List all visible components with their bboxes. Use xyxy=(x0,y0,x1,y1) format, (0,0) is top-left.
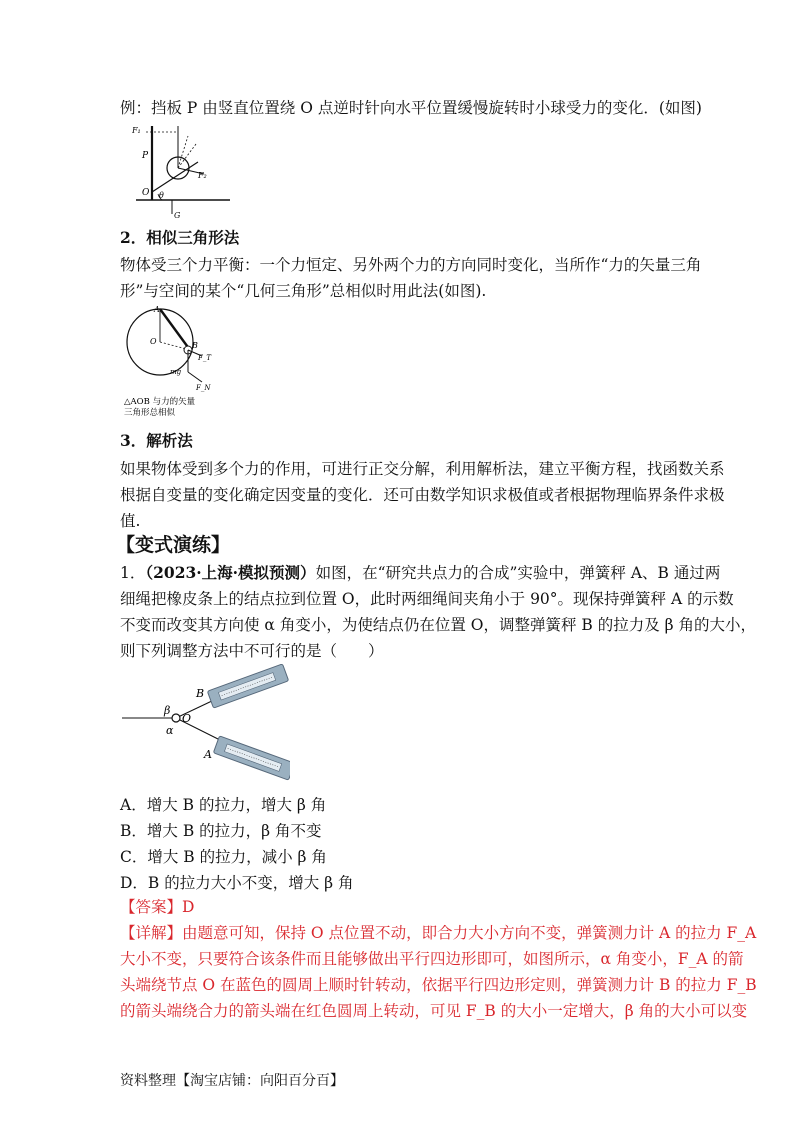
fig3-label-A: A xyxy=(204,748,212,761)
fig1-label-G: G xyxy=(174,211,181,220)
fig2-label-mg: mg xyxy=(170,368,182,376)
q1-line3: 不变而改变其方向使 α 角变小，为使结点仍在位置 O，调整弹簧秤 B 的拉力及 β 角的大小， xyxy=(120,616,757,634)
detail-line3: 头端绕节点 O 在蓝色的圆周上顺时针转动，依据平行四边形定则，弹簧测力计 B 的拉力 F_B xyxy=(120,976,757,994)
section3-heading: 3．解析法 xyxy=(120,431,193,450)
option-d[interactable]: D．B 的拉力大小不变，增大 β 角 xyxy=(120,874,354,892)
option-b[interactable]: B．增大 B 的拉力，β 角不变 xyxy=(120,822,322,840)
example-line: 例：挡板 P 由竖直位置绕 O 点逆时针向水平位置缓慢旋转时小球受力的变化．(如图) xyxy=(120,99,702,117)
fig3-label-beta: β xyxy=(164,704,171,717)
fig2-label-A: A xyxy=(154,305,160,314)
figure-spring-scales xyxy=(120,664,290,786)
section3-line2: 根据自变量的变化确定因变量的变化．还可由数学知识求极值或者根据物理临界条件求极 xyxy=(120,486,725,504)
detail-line1: 【详解】由题意可知，保持 O 点位置不动，即合力大小方向不变，弹簧测力计 A 的拉力 F_A xyxy=(120,924,757,942)
fig1-label-theta: θ xyxy=(159,191,164,200)
fig1-label-P: P xyxy=(142,151,149,161)
fig2-caption-line2: 三角形总相似 xyxy=(124,408,176,418)
q1-line2: 细绳把橡皮条上的结点拉到位置 O，此时两细绳间夹角小于 90°。现保持弹簧秤 A 的示数 xyxy=(120,590,734,608)
fig2-label-FT: F_T xyxy=(198,354,212,362)
footer: 资料整理【淘宝店铺：向阳百分百】 xyxy=(120,1073,344,1089)
fig2-label-O: O xyxy=(150,337,157,346)
section3-line3: 值. xyxy=(120,512,141,530)
section3-line1: 如果物体受到多个力的作用，可进行正交分解，利用解析法，建立平衡方程，找函数关系 xyxy=(120,460,725,478)
option-a[interactable]: A．增大 B 的拉力，增大 β 角 xyxy=(120,796,327,814)
q1-line1-rest: 如图，在“研究共点力的合成”实验中，弹簧秤 A、B 通过两 xyxy=(315,564,721,582)
q1-line1 xyxy=(120,562,720,584)
detail-line2: 大小不变，只要符合该条件而且能够做出平行四边形即可，如图所示，α 角变小，F_A 的箭 xyxy=(120,950,744,968)
fig2-label-B: B xyxy=(192,341,198,350)
fig3-label-B: B xyxy=(196,687,205,700)
option-c[interactable]: C．增大 B 的拉力，减小 β 角 xyxy=(120,848,327,866)
section2-heading: 2．相似三角形法 xyxy=(120,228,240,247)
figure-baffle-ball xyxy=(132,122,232,222)
section2-line2: 形”与空间的某个“几何三角形”总相似时用此法(如图). xyxy=(120,282,487,300)
figure-similar-triangles xyxy=(122,304,232,420)
practice-heading: 【变式演练】 xyxy=(116,534,231,556)
q1-number: 1． xyxy=(120,564,146,582)
fig3-label-alpha: α xyxy=(166,724,174,737)
q1-line4: 则下列调整方法中不可行的是（ ） xyxy=(120,642,384,660)
fig1-label-F2: F₂ xyxy=(198,171,207,180)
q1-source: （2023·上海·模拟预测） xyxy=(145,563,316,582)
answer: 【答案】D xyxy=(120,898,195,916)
detail-line4: 的箭头端绕合力的箭头端在红色圆周上转动，可见 F_B 的大小一定增大，β 角的大小可以变 xyxy=(120,1002,748,1020)
fig2-caption-line1: △AOB 与力的矢量 xyxy=(124,397,196,407)
fig1-label-F1: F₁ xyxy=(132,126,141,135)
section2-line1: 物体受三个力平衡：一个力恒定、另外两个力的方向同时变化，当所作“力的矢量三角 xyxy=(120,256,702,274)
fig2-label-FN: F_N xyxy=(196,384,211,392)
fig1-label-O: O xyxy=(142,188,150,198)
fig3-label-O: O xyxy=(182,712,192,725)
